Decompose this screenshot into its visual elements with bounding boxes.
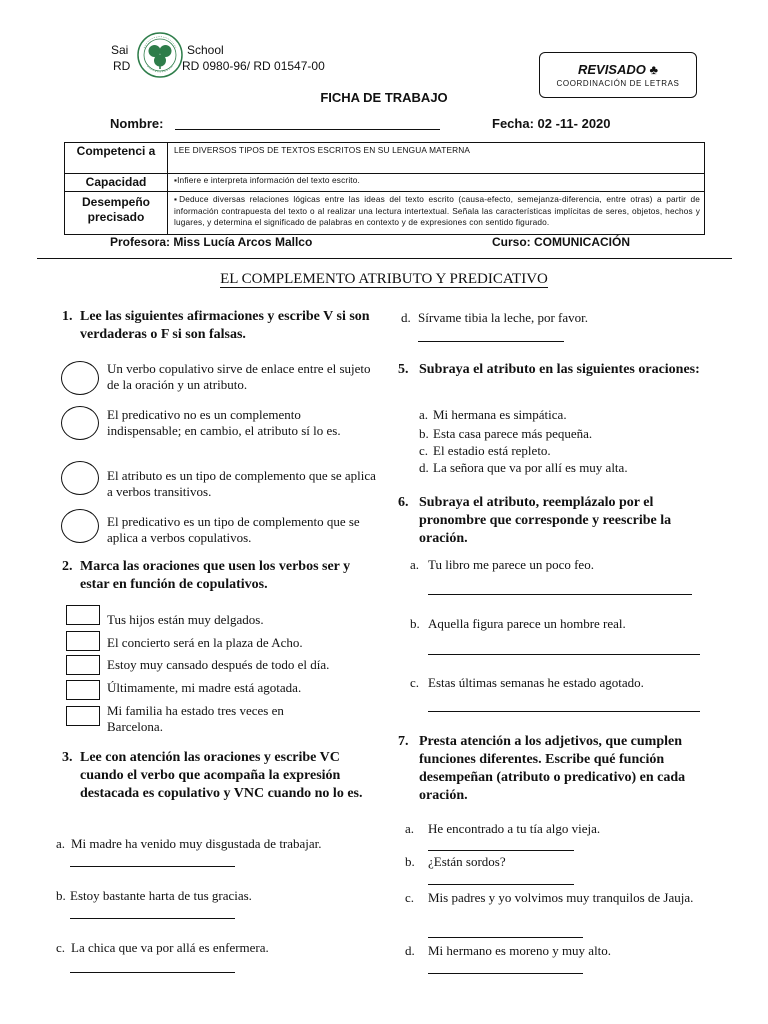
q5-item-d-letter: d. <box>419 460 429 475</box>
q5-item-a: Mi hermana es simpática. <box>433 407 567 422</box>
desempeno-text: ▪Deduce diversas relaciones lógicas entre las ideas del texto escrito (causa-efecto, semejanza-diferencia, entre otras) a partir de información contrapuesta del texto o al realizar una lectura intertextual. Señala las características implícitas de seres, objetos, hechos y lugares, y determina el significado de palabras en contexto y de expresiones con sentido figurado. <box>168 192 705 235</box>
q2-checkbox-3[interactable] <box>66 655 100 675</box>
q5-item-b-letter: b. <box>419 426 429 441</box>
q2-number: 2. <box>62 559 73 574</box>
q6-item-c: Estas últimas semanas he estado agotado. <box>428 675 644 690</box>
q6-text: Subraya el atributo, reemplázalo por el pronombre que corresponde y reescribe la oración. <box>419 495 672 546</box>
q3-answer-line-c[interactable] <box>70 972 235 973</box>
q3-item-b-letter: b. <box>56 888 66 903</box>
q1-answer-circle-2[interactable] <box>61 406 99 440</box>
q7-answer-line-a[interactable] <box>428 850 574 851</box>
q4-answer-line-d[interactable] <box>418 341 564 342</box>
q3-answer-line-a[interactable] <box>70 866 235 867</box>
q7-item-b-letter: b. <box>405 854 415 869</box>
q3-item-b: Estoy bastante harta de tus gracias. <box>70 888 252 903</box>
q5-item-c: El estadio está repleto. <box>433 443 551 458</box>
capacidad-header: Capacidad <box>65 174 168 192</box>
q3-item-a-letter: a. <box>56 836 66 851</box>
q5-item-c-letter: c. <box>419 443 429 458</box>
q7-item-c-letter: c. <box>405 890 415 905</box>
desempeno-header: Desempeño precisado <box>65 192 168 235</box>
q7-item-c: Mis padres y yo volvimos muy tranquilos de Jauja. <box>428 890 694 905</box>
q1-answer-circle-1[interactable] <box>61 361 99 395</box>
school-name-suffix: School <box>187 43 224 57</box>
q7-item-d-letter: d. <box>405 943 415 958</box>
q7-answer-line-c[interactable] <box>428 937 583 938</box>
q3-item-a: Mi madre ha venido muy disgustada de trabajar. <box>71 836 322 851</box>
q5-number: 5. <box>398 362 409 377</box>
ficha-title: FICHA DE TRABAJO <box>320 90 448 105</box>
q1-item-3: El atributo es un tipo de complemento que se aplica a verbos transitivos. <box>107 468 376 499</box>
q6-item-a: Tu libro me parece un poco feo. <box>428 557 594 572</box>
q6-answer-line-c[interactable] <box>428 711 700 712</box>
q6-item-a-letter: a. <box>410 557 420 572</box>
q2-item-5: Mi familia ha estado tres veces en Barcelona. <box>107 703 284 734</box>
q7-item-a-letter: a. <box>405 821 415 836</box>
q2-checkbox-1[interactable] <box>66 605 100 625</box>
q3-number: 3. <box>62 750 73 765</box>
q1-answer-circle-4[interactable] <box>61 509 99 543</box>
fecha-label: Fecha: 02 -11- 2020 <box>492 116 611 131</box>
q4-item-d-letter: d. <box>401 310 411 325</box>
rd-prefix: RD <box>113 59 131 73</box>
q2-item-1: Tus hijos están muy delgados. <box>107 612 264 627</box>
competencia-header: Competenci a <box>65 143 168 174</box>
q6-item-b: Aquella figura parece un hombre real. <box>428 616 626 631</box>
q3-text: Lee con atención las oraciones y escribe VC cuando el verbo que acompaña la expresión destacada es copulativo y VNC cuando no lo es. <box>80 750 363 801</box>
revisado-label: REVISADO <box>577 62 646 77</box>
nombre-label: Nombre: <box>110 116 164 131</box>
q2-item-3: Estoy muy cansado después de todo el día. <box>107 657 330 672</box>
q1-item-1: Un verbo copulativo sirve de enlace entre el sujeto de la oración y un atributo. <box>107 361 371 392</box>
q7-item-a: He encontrado a tu tía algo vieja. <box>428 821 601 836</box>
q7-answer-line-d[interactable] <box>428 973 583 974</box>
q2-checkbox-2[interactable] <box>66 631 100 651</box>
q2-item-2: El concierto será en la plaza de Acho. <box>107 635 303 650</box>
q1-answer-circle-3[interactable] <box>61 461 99 495</box>
shamrock-icon: ♣ <box>649 62 659 77</box>
q4-item-d: Sírvame tibia la leche, por favor. <box>418 310 589 325</box>
nombre-field[interactable] <box>175 129 440 130</box>
coordinacion-label: COORDINACIÓN DE LETRAS <box>556 79 680 88</box>
q2-checkbox-4[interactable] <box>66 680 100 700</box>
q1-text: Lee las siguientes afirmaciones y escribe V si son verdaderas o F si son falsas. <box>80 309 370 342</box>
q6-item-b-letter: b. <box>410 616 420 631</box>
q7-item-b: ¿Están sordos? <box>428 854 506 869</box>
q6-answer-line-b[interactable] <box>428 654 700 655</box>
q5-item-a-letter: a. <box>419 407 429 422</box>
q3-item-c: La chica que va por allá es enfermera. <box>71 940 269 955</box>
q7-answer-line-b[interactable] <box>428 884 574 885</box>
q3-answer-line-b[interactable] <box>70 918 235 919</box>
q1-item-4: El predicativo es un tipo de complemento que se aplica a verbos copulativos. <box>107 514 360 545</box>
q1-item-2: El predicativo no es un complemento indispensable; en cambio, el atributo sí lo es. <box>107 407 341 438</box>
q6-answer-line-a[interactable] <box>428 594 692 595</box>
q7-text: Presta atención a los adjetivos, que cumplen funciones diferentes. Escribe qué función desempeñan (atributo o predicativo) en cada oración. <box>419 734 686 803</box>
q7-number: 7. <box>398 734 409 749</box>
school-logo <box>137 32 183 78</box>
q2-text: Marca las oraciones que usen los verbos ser y estar en función de copulativos. <box>80 559 351 592</box>
q5-item-b: Esta casa parece más pequeña. <box>433 426 593 441</box>
q2-checkbox-5[interactable] <box>66 706 100 726</box>
competencia-text: LEE DIVERSOS TIPOS DE TEXTOS ESCRITOS EN SU LENGUA MATERNA <box>168 143 705 174</box>
q7-item-d: Mi hermano es moreno y muy alto. <box>428 943 612 958</box>
q3-item-c-letter: c. <box>56 940 66 955</box>
profesora-label: Profesora: Miss Lucía Arcos Mallco <box>110 235 313 249</box>
q6-number: 6. <box>398 495 409 510</box>
curso-label: Curso: COMUNICACIÓN <box>492 235 630 249</box>
q5-item-d: La señora que va por allí es muy alta. <box>433 460 628 475</box>
q5-text: Subraya el atributo en las siguientes oraciones: <box>419 362 700 377</box>
capacidad-text: ▪Infiere e interpreta información del texto escrito. <box>168 174 705 192</box>
q6-item-c-letter: c. <box>410 675 420 690</box>
header-divider <box>37 258 732 259</box>
page-title: EL COMPLEMENTO ATRIBUTO Y PREDICATIVO <box>220 271 548 287</box>
q2-item-4: Últimamente, mi madre está agotada. <box>107 680 302 695</box>
competencia-table <box>64 142 705 235</box>
rd-numbers: RD 0980-96/ RD 01547-00 <box>182 59 325 73</box>
school-name-prefix: Sai <box>111 43 129 57</box>
q1-number: 1. <box>62 309 73 324</box>
